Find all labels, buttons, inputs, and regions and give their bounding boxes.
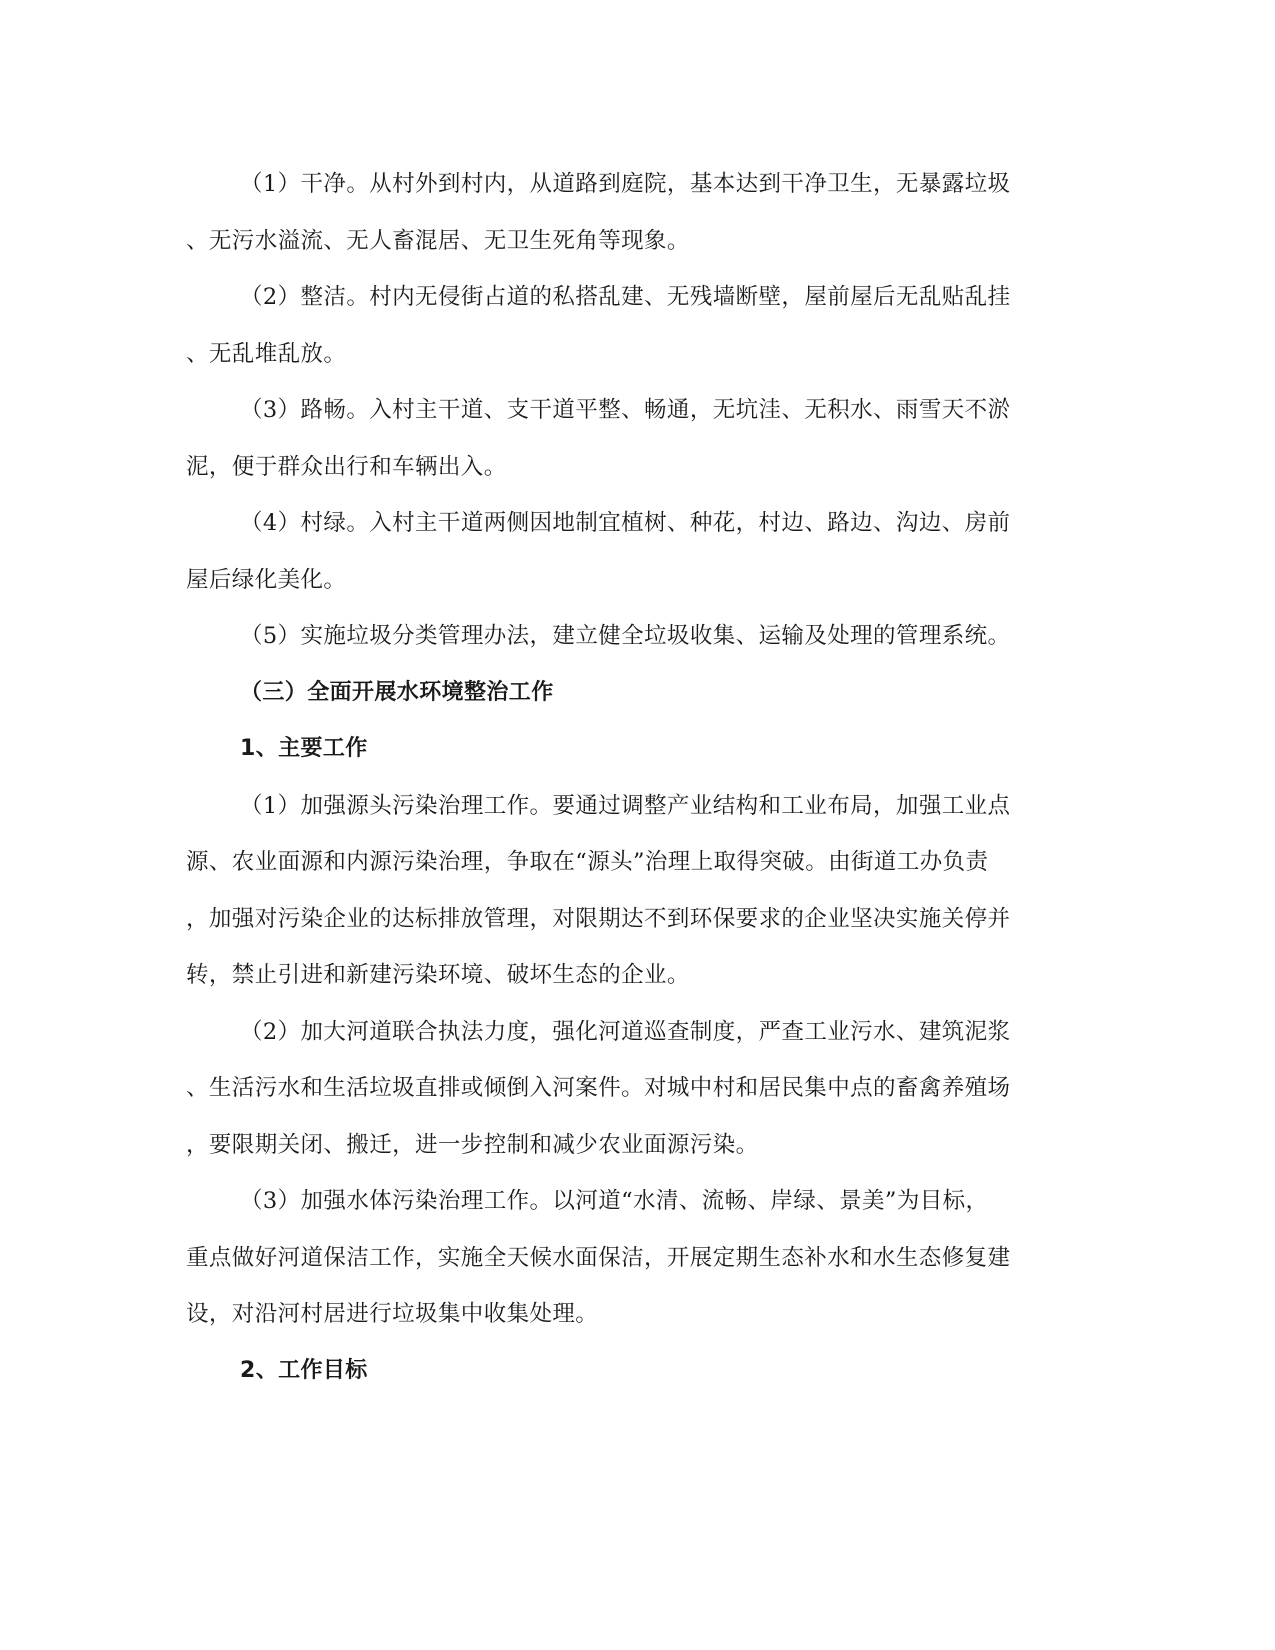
paragraph-line: （2）整洁。村内无侵街占道的私搭乱建、无残墙断壁，屋前屋后无乱贴乱挂 [240,284,1011,310]
paragraph-line: （2）加大河道联合执法力度，强化河道巡查制度，严查工业污水、建筑泥浆 [240,1019,1011,1045]
paragraph-line: ，要限期关闭、搬迁，进一步控制和减少农业面源污染。 [186,1132,759,1158]
paragraph-line: （4）村绿。入村主干道两侧因地制宜植树、种花，村边、路边、沟边、房前 [240,510,1011,536]
paragraph-line: （1）干净。从村外到村内，从道路到庭院，基本达到干净卫生，无暴露垃圾 [240,171,1011,197]
subsection-heading: 1、主要工作 [240,736,368,761]
paragraph-line: 源、农业面源和内源污染治理，争取在“源头”治理上取得突破。由街道工办负责 [186,849,989,875]
paragraph-line: （1）加强源头污染治理工作。要通过调整产业结构和工业布局，加强工业点 [240,793,1011,819]
section-heading: （三）全面开展水环境整治工作 [240,680,554,705]
paragraph-line: （3）加强水体污染治理工作。以河道“水清、流畅、岸绿、景美”为目标， [240,1188,989,1214]
paragraph-line: （5）实施垃圾分类管理办法，建立健全垃圾收集、运输及处理的管理系统。 [240,623,1011,649]
paragraph-line: 设，对沿河村居进行垃圾集中收集处理。 [186,1301,599,1327]
paragraph-line: ，加强对污染企业的达标排放管理，对限期达不到环保要求的企业坚决实施关停并 [186,906,1011,932]
subsection-heading: 2、工作目标 [240,1358,368,1383]
paragraph-line: 转，禁止引进和新建污染环境、破坏生态的企业。 [186,962,690,988]
paragraph-line: （3）路畅。入村主干道、支干道平整、畅通，无坑洼、无积水、雨雪天不淤 [240,397,1011,423]
paragraph-line: 、无污水溢流、无人畜混居、无卫生死角等现象。 [186,228,690,254]
paragraph-line: 屋后绿化美化。 [186,567,347,593]
paragraph-line: 、无乱堆乱放。 [186,341,347,367]
paragraph-line: 泥，便于群众出行和车辆出入。 [186,454,507,480]
paragraph-line: 重点做好河道保洁工作，实施全天候水面保洁，开展定期生态补水和水生态修复建 [186,1245,1011,1271]
paragraph-line: 、生活污水和生活垃圾直排或倾倒入河案件。对城中村和居民集中点的畜禽养殖场 [186,1075,1011,1101]
